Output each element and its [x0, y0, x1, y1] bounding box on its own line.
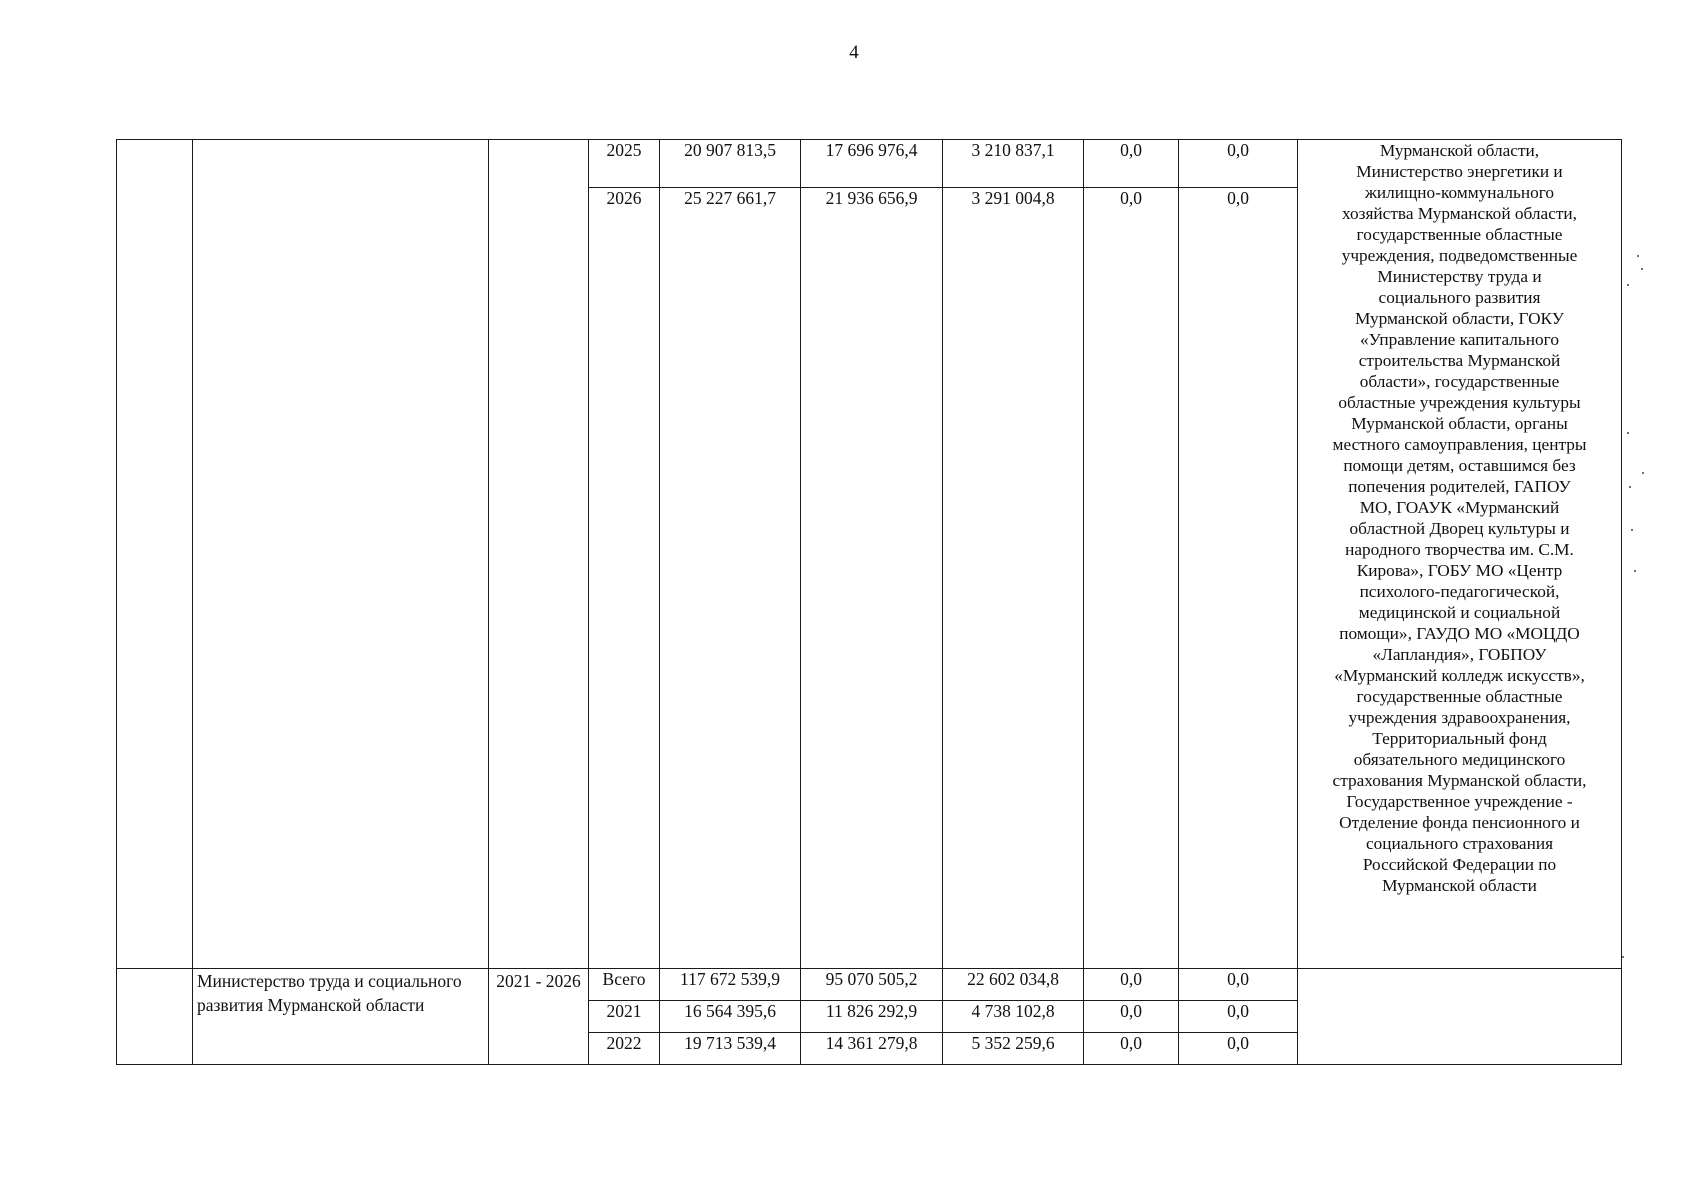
year-cell: 2026 — [589, 188, 660, 969]
other-sources-cell: 0,0 — [1179, 1033, 1298, 1065]
scan-speck — [1634, 570, 1636, 572]
regional-budget-cell: 21 936 656,9 — [801, 188, 943, 969]
period-cell: 2021 - 2026 — [489, 969, 589, 1065]
federal-budget-cell: 22 602 034,8 — [943, 969, 1084, 1001]
executors-line: психолого-педагогической, — [1359, 582, 1560, 601]
number-cell — [117, 140, 193, 969]
executors-line: области», государственные — [1359, 372, 1560, 391]
executors-line: жилищно-коммунального — [1364, 183, 1555, 202]
local-budget-cell: 0,0 — [1084, 188, 1179, 969]
executors-line: Мурманской области, ГОКУ — [1355, 309, 1564, 328]
executors-line: «Лапландия», ГОБПОУ — [1372, 645, 1547, 664]
executors-line: Отделение фонда пенсионного и — [1339, 813, 1580, 832]
number-cell — [117, 969, 193, 1065]
scan-speck — [1627, 284, 1629, 286]
executors-line: Мурманской области, — [1379, 141, 1540, 160]
total-cell: 117 672 539,9 — [660, 969, 801, 1001]
executors-line: медицинской и социальной — [1358, 603, 1561, 622]
executors-line: Министерство энергетики и — [1356, 162, 1563, 181]
executors-line: Территориальный фонд — [1372, 729, 1547, 748]
other-sources-cell: 0,0 — [1179, 969, 1298, 1001]
executors-line: государственные областные — [1356, 225, 1563, 244]
federal-budget-cell: 3 291 004,8 — [943, 188, 1084, 969]
federal-budget-cell: 4 738 102,8 — [943, 1001, 1084, 1033]
executors-line: учреждения здравоохранения, — [1348, 708, 1571, 727]
federal-budget-cell: 3 210 837,1 — [943, 140, 1084, 188]
executors-line: «Управление капитального — [1360, 330, 1559, 349]
executors-line: Государственное учреждение - — [1346, 792, 1573, 811]
executors-line: народного творчества им. С.М. — [1345, 540, 1574, 559]
regional-budget-cell: 17 696 976,4 — [801, 140, 943, 188]
year-cell: Всего — [589, 969, 660, 1001]
other-sources-cell: 0,0 — [1179, 1001, 1298, 1033]
executors-line: помощи», ГАУДО МО «МОЦДО — [1339, 624, 1580, 643]
executors-line: Российской Федерации по — [1362, 855, 1557, 874]
executors-line: Кирова», ГОБУ МО «Центр — [1356, 561, 1563, 580]
table-row — [117, 140, 1622, 188]
executors-line: областные учреждения культуры — [1338, 393, 1581, 412]
total-cell: 20 907 813,5 — [660, 140, 801, 188]
executors-line: Мурманской области, органы — [1351, 414, 1568, 433]
executors-line: хозяйства Мурманской области, — [1342, 204, 1577, 223]
executors-line: помощи детям, оставшимся без — [1343, 456, 1576, 475]
year-cell: 2025 — [589, 140, 660, 188]
executors-line: местного самоуправления, центры — [1332, 435, 1587, 454]
scan-speck — [1642, 472, 1644, 474]
executors-line: МО, ГОАУК «Мурманский — [1359, 498, 1560, 517]
executors-cell — [1298, 969, 1622, 1065]
scan-speck — [1627, 432, 1629, 434]
federal-budget-cell: 5 352 259,6 — [943, 1033, 1084, 1065]
executors-line: социального страхования — [1365, 834, 1554, 853]
regional-budget-cell: 95 070 505,2 — [801, 969, 943, 1001]
executors-line: государственные областные — [1356, 687, 1563, 706]
local-budget-cell: 0,0 — [1084, 1001, 1179, 1033]
executors-line: строительства Мурманской — [1358, 351, 1561, 370]
scan-speck — [1622, 956, 1624, 958]
executors-line: учреждения, подведомственные — [1341, 246, 1578, 265]
local-budget-cell: 0,0 — [1084, 1033, 1179, 1065]
executors-line: Мурманской области — [1382, 876, 1537, 895]
regional-budget-cell: 11 826 292,9 — [801, 1001, 943, 1033]
regional-budget-cell: 14 361 279,8 — [801, 1033, 943, 1065]
executors-line: социального развития — [1378, 288, 1541, 307]
other-sources-cell: 0,0 — [1179, 140, 1298, 188]
other-sources-cell: 0,0 — [1179, 188, 1298, 969]
executors-line: Министерству труда и — [1377, 267, 1542, 286]
responsible-name-cell: Министерство труда и социального развития Мурманской области — [193, 969, 489, 1065]
executors-line: обязательного медицинского — [1353, 750, 1566, 769]
scan-speck — [1637, 255, 1639, 257]
executors-line: «Мурманский колледж искусств», — [1334, 666, 1585, 685]
budget-table — [116, 139, 1622, 1065]
total-cell: 19 713 539,4 — [660, 1033, 801, 1065]
scan-speck — [1641, 268, 1643, 270]
period-cell — [489, 140, 589, 969]
page-number: 4 — [849, 42, 859, 63]
total-cell: 16 564 395,6 — [660, 1001, 801, 1033]
scan-speck — [1631, 529, 1633, 531]
executors-line: страхования Мурманской области, — [1332, 771, 1587, 790]
executors-line: попечения родителей, ГАПОУ — [1348, 477, 1571, 496]
name-cell — [193, 140, 489, 969]
year-cell: 2021 — [589, 1001, 660, 1033]
executors-cell — [1298, 140, 1622, 969]
scan-speck — [1629, 486, 1631, 488]
local-budget-cell: 0,0 — [1084, 969, 1179, 1001]
executors-line: областной Дворец культуры и — [1349, 519, 1570, 538]
total-cell: 25 227 661,7 — [660, 188, 801, 969]
local-budget-cell: 0,0 — [1084, 140, 1179, 188]
year-cell: 2022 — [589, 1033, 660, 1065]
table-row — [117, 969, 1622, 1001]
